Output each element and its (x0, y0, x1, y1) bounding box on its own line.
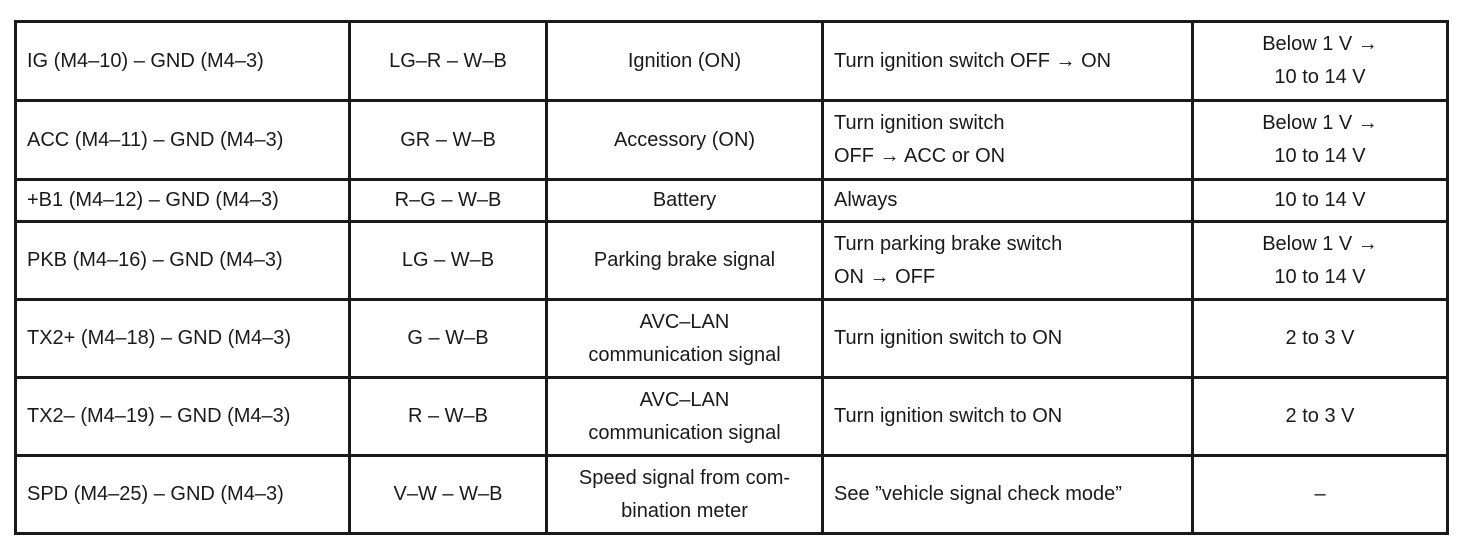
specified-condition-cell (1193, 101, 1448, 180)
wire-color-text: R – W–B (407, 405, 489, 427)
spec-text: 2 to 3 V (1285, 327, 1355, 349)
description-cell (547, 222, 823, 300)
terminal-text: TX2– (M4–19) – GND (M4–3) (27, 405, 291, 427)
specified-condition-cell (1193, 300, 1448, 378)
description-cell (547, 456, 823, 534)
condition-cell (823, 101, 1193, 180)
description-text: Accessory (ON) (613, 128, 756, 151)
terminal-text: SPD (M4–25) – GND (M4–3) (27, 483, 284, 505)
description-text: Parking brake signal (593, 249, 776, 271)
condition-cell (823, 378, 1193, 456)
terminal-text: +B1 (M4–12) – GND (M4–3) (27, 189, 279, 211)
description-cell (547, 22, 823, 101)
wire-color-text: V–W – W–B (393, 483, 503, 505)
condition-text: Turn ignition switch to ON (834, 405, 1063, 427)
specified-condition-cell (1193, 222, 1448, 300)
description-text: Speed signal from com- (578, 466, 791, 489)
wire-color-text: R–G – W–B (394, 189, 502, 211)
table-row (16, 180, 1448, 222)
condition-text: See ”vehicle signal check mode” (834, 483, 1122, 505)
condition-text: Turn parking brake switch (834, 232, 1063, 255)
condition-cell (823, 22, 1193, 101)
table-row (16, 456, 1448, 534)
table-row (16, 222, 1448, 300)
description-cell (547, 101, 823, 180)
spec-text: 10 to 14 V (1274, 66, 1366, 88)
wire-color-cell (350, 378, 547, 456)
condition-cell (823, 180, 1193, 222)
condition-text: Turn ignition switch OFF → ON (834, 49, 1112, 72)
spec-text: Below 1 V → (1262, 112, 1378, 134)
description-text: Battery (652, 189, 717, 211)
terminal-cell (16, 456, 350, 534)
description-cell (547, 300, 823, 378)
description-text: AVC–LAN (639, 388, 730, 411)
wire-color-cell (350, 456, 547, 534)
wire-color-cell (350, 101, 547, 180)
spec-text: 10 to 14 V (1274, 145, 1366, 167)
spec-text: – (1314, 483, 1326, 505)
wire-color-cell (350, 180, 547, 222)
condition-text: OFF → ACC or ON (834, 145, 1006, 167)
condition-text: ON → OFF (834, 265, 936, 288)
terminal-cell (16, 180, 350, 222)
terminal-text: TX2+ (M4–18) – GND (M4–3) (27, 327, 291, 349)
terminal-cell (16, 378, 350, 456)
description-text: bination meter (621, 499, 748, 522)
condition-text: Always (834, 189, 898, 211)
terminal-cell (16, 22, 350, 101)
terminal-cell (16, 300, 350, 378)
spec-text: 2 to 3 V (1285, 405, 1355, 427)
spec-text: 10 to 14 V (1274, 189, 1366, 211)
table-row (16, 101, 1448, 180)
specified-condition-cell (1193, 180, 1448, 222)
terminal-cell (16, 101, 350, 180)
condition-cell (823, 456, 1193, 534)
specified-condition-cell (1193, 456, 1448, 534)
description-text: communication signal (588, 343, 781, 366)
table-row (16, 378, 1448, 456)
wire-color-text: LG–R – W–B (389, 49, 507, 72)
terminal-text: PKB (M4–16) – GND (M4–3) (27, 249, 283, 271)
spec-text: Below 1 V → (1262, 232, 1378, 255)
table-row (16, 22, 1448, 101)
wire-color-text: GR – W–B (400, 128, 496, 151)
specified-condition-cell (1193, 22, 1448, 101)
wire-color-text: G – W–B (407, 327, 489, 349)
description-text: communication signal (588, 421, 781, 444)
terminal-text: ACC (M4–11) – GND (M4–3) (27, 128, 284, 151)
description-cell (547, 180, 823, 222)
condition-text: Turn ignition switch (834, 112, 1005, 134)
condition-text: Turn ignition switch to ON (834, 327, 1063, 349)
terminal-inspection-table (14, 20, 1449, 535)
terminal-text: IG (M4–10) – GND (M4–3) (27, 49, 264, 72)
wire-color-cell (350, 300, 547, 378)
condition-cell (823, 222, 1193, 300)
specified-condition-cell (1193, 378, 1448, 456)
spec-text: Below 1 V → (1262, 33, 1378, 55)
wire-color-cell (350, 22, 547, 101)
description-text: Ignition (ON) (627, 49, 742, 72)
terminal-cell (16, 222, 350, 300)
description-text: AVC–LAN (639, 310, 730, 333)
table-row (16, 300, 1448, 378)
condition-cell (823, 300, 1193, 378)
wire-color-cell (350, 222, 547, 300)
wire-color-text: LG – W–B (401, 249, 495, 271)
description-cell (547, 378, 823, 456)
spec-text: 10 to 14 V (1274, 265, 1366, 288)
